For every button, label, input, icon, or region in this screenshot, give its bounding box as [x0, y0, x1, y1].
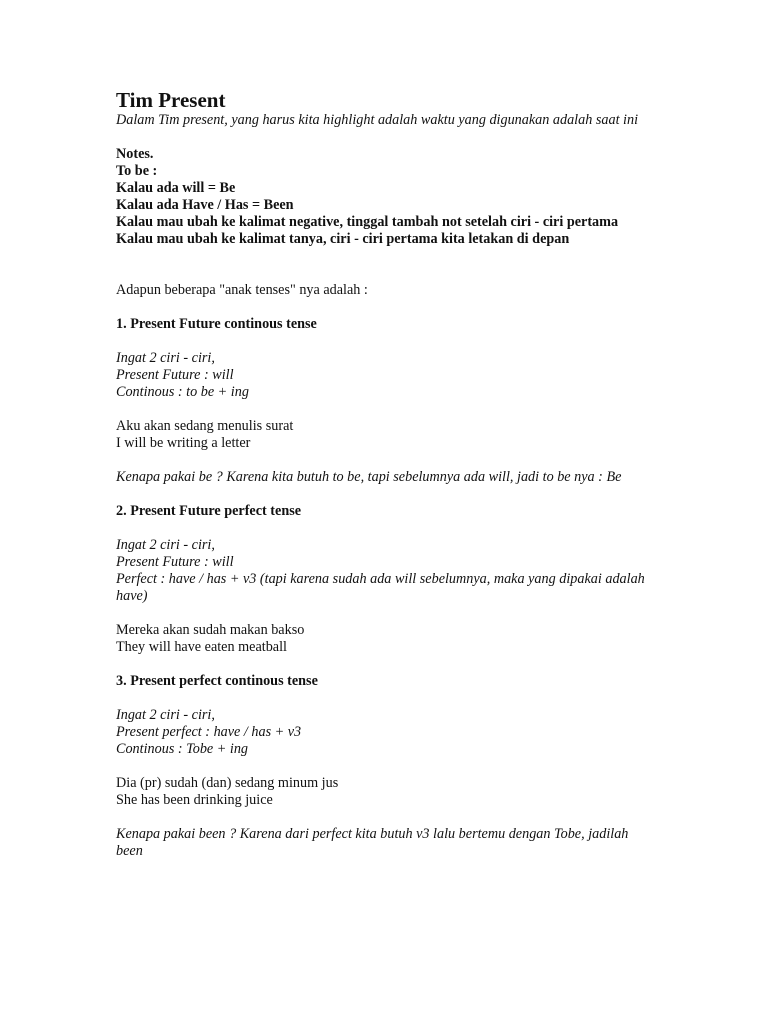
notes-block [116, 146, 658, 248]
rule-line: Present Future : will [116, 554, 234, 570]
tense-section-3 [116, 673, 658, 860]
rule-line: Present perfect : have / has + v3 [116, 724, 302, 740]
notes-line: Kalau mau ubah ke kalimat tanya, ciri - ciri pertama kita letakan di depan [116, 231, 570, 247]
rule-line: Ingat 2 ciri - ciri, [116, 537, 215, 553]
spacer [116, 401, 658, 418]
spacer [116, 486, 658, 503]
subtenses-intro: Adapun beberapa "anak tenses" nya adalah : [116, 282, 368, 298]
notes-line: Kalau ada will = Be [116, 180, 236, 196]
intro-paragraph: Dalam Tim present, yang harus kita highlight adalah waktu yang digunakan adalah saat ini [116, 112, 639, 128]
notes-heading: Notes. [116, 146, 154, 162]
rule-line: Perfect : have / has + v3 (tapi karena sudah ada will sebelumnya, maka yang dipakai adalah have) [116, 571, 645, 604]
rule-line: Ingat 2 ciri - ciri, [116, 350, 215, 366]
tense-section-2 [116, 503, 658, 656]
spacer [116, 758, 658, 775]
rule-line: Continous : Tobe + ing [116, 741, 249, 757]
explanation-paragraph: Kenapa pakai be ? Karena kita butuh to be, tapi sebelumnya ada will, jadi to be nya : Be [116, 469, 622, 485]
spacer [116, 299, 658, 316]
spacer [116, 656, 658, 673]
section-heading: 2. Present Future perfect tense [116, 503, 302, 519]
example-line: Dia (pr) sudah (dan) sedang minum jus [116, 775, 339, 791]
spacer [116, 333, 658, 350]
spacer [116, 809, 658, 826]
spacer [116, 248, 658, 282]
explanation-paragraph: Kenapa pakai been ? Karena dari perfect kita butuh v3 lalu bertemu dengan Tobe, jadilah been [116, 826, 629, 859]
rule-line: Continous : to be + ing [116, 384, 249, 400]
rule-line: Ingat 2 ciri - ciri, [116, 707, 215, 723]
rule-line: Present Future : will [116, 367, 234, 383]
document-title: Tim Present [116, 88, 226, 112]
spacer [116, 690, 658, 707]
example-line: They will have eaten meatball [116, 639, 287, 655]
section-heading: 1. Present Future continous tense [116, 316, 317, 332]
example-line: Mereka akan sudah makan bakso [116, 622, 305, 638]
tense-section-1 [116, 316, 658, 486]
notes-line: Kalau mau ubah ke kalimat negative, tinggal tambah not setelah ciri - ciri pertama [116, 214, 619, 230]
spacer [116, 452, 658, 469]
example-line: I will be writing a letter [116, 435, 251, 451]
notes-line: To be : [116, 163, 158, 179]
spacer [116, 520, 658, 537]
section-heading: 3. Present perfect continous tense [116, 673, 318, 689]
example-line: She has been drinking juice [116, 792, 273, 808]
spacer [116, 129, 658, 146]
notes-line: Kalau ada Have / Has = Been [116, 197, 294, 213]
example-line: Aku akan sedang menulis surat [116, 418, 294, 434]
spacer [116, 605, 658, 622]
